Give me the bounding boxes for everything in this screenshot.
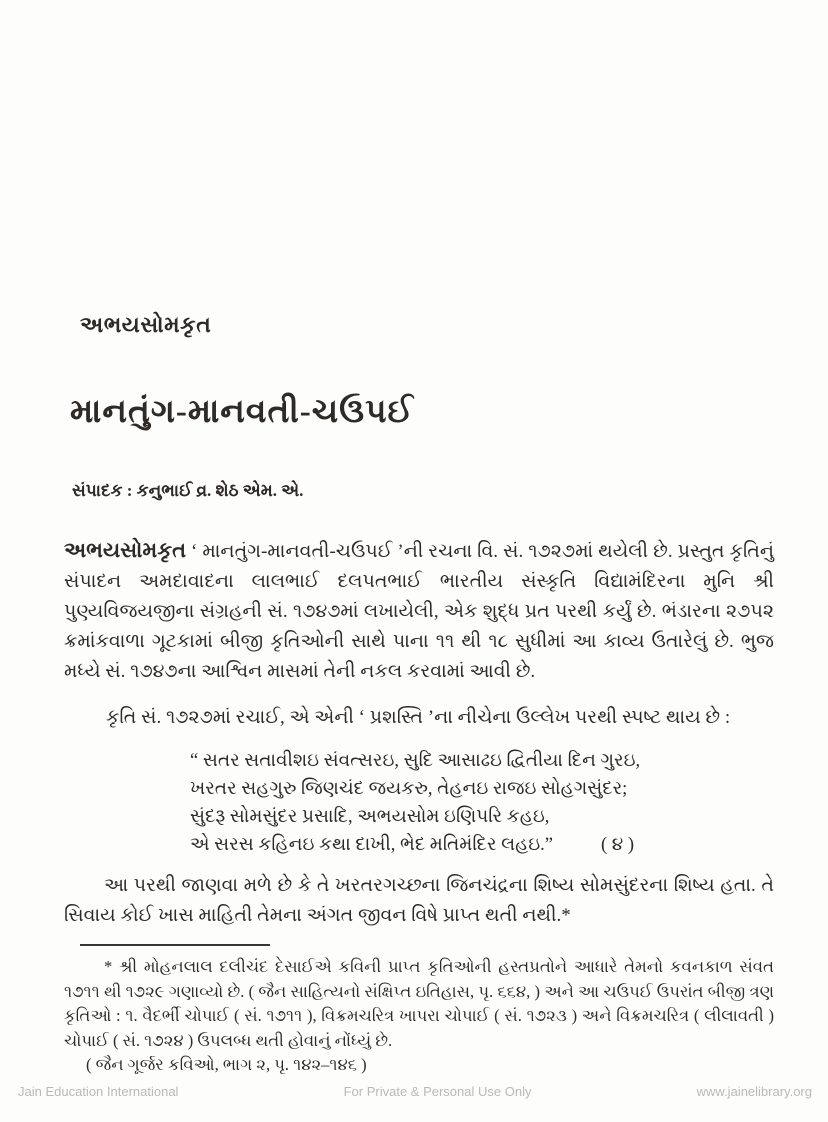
editor-credit: સંપાદક : કનુભાઈ વ્ર. શેઠ એમ. એ. xyxy=(72,481,304,500)
footer-left-text: Jain Education International xyxy=(18,1084,179,1099)
paragraph-composition-date: કૃતિ સં. ૧૭૨૭માં રચાઈ, એ એની ‘ પ્રશસ્તિ ’ના નીચેના ઉલ્લેખ પરથી સ્પષ્ટ થાય છે : xyxy=(106,707,731,728)
footnote-text: * શ્રી મોહનલાલ દલીચંદ દેસાઈએ કવિની પ્રાપ્ત કૃતિઓની હસ્તપ્રતોને આધારે તેમનો કવનકાળ સંવત ૧૭૧૧ થી ૧૭૨૯ ગણાવ્યો છે. ( જૈન સાહિત્યનો સંક્ષિપ્ત ઇતિહાસ, પૃ. ૬૬૪, ) અને આ ચઉપઈ ઉપરાંત બીજી ત્રણ કૃતિઓ : ૧. વૈદર્ભી ચોપાઈ ( સં. ૧૭૧૧ ), વિક્રમચરિત્ર ખાપરા ચોપાઈ ( સં. ૧૭૨૩ ) અને વિક્રમચરિત્ર ( લીલાવતી ) ચોપાઈ ( સં. ૧૭૨૪ ) ઉપલબ્ધ થતી હોવાનું નોંધ્યું છે. xyxy=(64,957,774,1050)
paragraph-introduction xyxy=(64,535,774,687)
paragraph-lead-word: અભયસોમકૃત xyxy=(64,538,186,562)
page-title: માનતુંગ-માનવતી-ચઉપઈ xyxy=(70,394,415,430)
paragraph-conclusion: આ પરથી જાણવા મળે છે કે તે ખરતરગચ્છના જિનચંદ્રના શિષ્ય સોમસુંદરના શિષ્ય હતા. તે સિવાય કોઈ ખાસ માહિતી તેમના અંગત જીવન વિષે પ્રાપ્ત થતી નથી.* xyxy=(64,875,774,926)
verse-line-4 xyxy=(190,831,774,859)
footnote-separator-rule xyxy=(80,944,270,946)
author-line: અભયસોમકૃત xyxy=(80,312,212,337)
footer-center-text: For Private & Personal Use Only xyxy=(343,1084,532,1099)
footnote-source-citation: ( જૈન ગૂર્જર કવિઓ, ભાગ ૨, પૃ. ૧૪૨–૧૪૬ ) xyxy=(86,1055,367,1074)
verse-line-3: સુંદરૂ સોમસુંદર પ્રસાદિ, અભયસોમ ઇણિપરિ કહઇ, xyxy=(190,807,550,827)
verse-quotation xyxy=(190,747,774,859)
footer-right-url: www.jainelibrary.org xyxy=(696,1084,812,1099)
verse-line-1: “ સતર સતાવીશઇ સંવત્સરઇ, સુદિ આસાઢઇ દ્વિતીયા દિન ગુરઇ, xyxy=(190,751,641,771)
verse-line-4-text: એ સરસ કહિનઇ કથા દાખી, ભેદ મતિમંદિર લહઇ.” xyxy=(190,835,553,855)
verse-number: ( ૪ ) xyxy=(600,835,634,855)
verse-line-2: ખરતર સહગુરુ જિણચંદ જયકરુ, તેહનઇ રાજઇ સોહગસુંદર; xyxy=(190,779,628,799)
paragraph-body-text: ‘ માનતુંગ-માનવતી-ચઉપઈ ’ની રચના વિ. સં. ૧૭૨૭માં થયેલી છે. પ્રસ્તુત કૃતિનું સંપાદન અમદાવાદના લાલભાઈ દલપતભાઈ ભારતીય સંસ્કૃતિ વિદ્યામંદિરના મુનિ શ્રી પુણ્યવિજયજીના સંગ્રહની સં. ૧૭૪૭માં લખાયેલી, એક શુદ્ધ પ્રત પરથી કર્યું છે. ભંડારના ૨૭૫૨ ક્રમાંકવાળા ગૂટકામાં બીજી કૃતિઓની સાથે પાના ૧૧ થી ૧૮ સુધીમાં આ કાવ્ય ઉતારેલું છે. ભુજ મધ્યે સં. ૧૭૪૭ના આશ્વિન માસમાં તેની નકલ કરવામાં આવી છે. xyxy=(64,541,774,682)
scan-footer xyxy=(0,1084,828,1099)
